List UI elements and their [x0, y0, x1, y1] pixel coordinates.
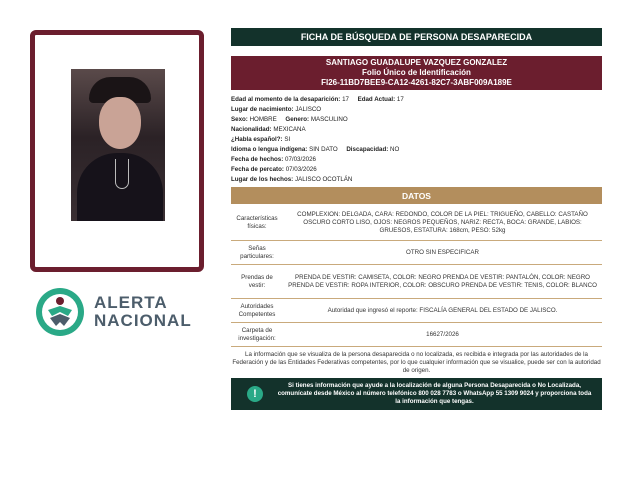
contact-alert-text: Si tienes información que ayude a la localización de alguna Persona Desaparecida o No Localizada, comunícate desde México al número telefónico 800 028 7783 o WhatsApp 55 1309 9024 y proporciona toda la información que tengas. — [277, 382, 592, 405]
table-row — [231, 205, 602, 241]
fecha-hechos: 07/03/2026 — [285, 156, 316, 163]
row-label: Carpeta de investigación: — [238, 326, 276, 342]
idioma: SIN DATO — [309, 146, 338, 153]
exclamation-icon: ! — [247, 386, 263, 402]
table-row — [231, 241, 602, 265]
fecha-percato: 07/03/2026 — [285, 166, 317, 173]
row-label: Señas particulares: — [240, 244, 274, 260]
habla-espanol: SI — [284, 136, 291, 143]
sexo: HOMBRE — [249, 116, 277, 123]
row-label: Prendas de vestir: — [241, 273, 273, 289]
row-value: COMPLEXION: DELGADA, CARA: REDONDO, COLOR DE LA PIEL: TRIGUEÑO, CABELLO: CASTAÑO OSCURO CORTO LISO, OJOS: NEGROS PEQUEÑOS, NARIZ: RECTA, BOCA: GRANDE, LABIOS: GRUESOS, ESTATURA: 168cm, PESO: 52kg — [297, 210, 588, 234]
edad-actual: 17 — [396, 96, 404, 103]
lugar-hechos: JALISCO OCOTLÁN — [294, 176, 353, 183]
disclaimer-note: La información que se visualiza de la persona desaparecida o no localizada, es recibida e integrada por las autoridades de la Federación y de las Entidades Federativas competentes, por lo que cualquier información que se visualice, puede ser con la autoridad de origen. — [232, 351, 601, 374]
row-value: PRENDA DE VESTIR: CAMISETA, COLOR: NEGRO PRENDA DE VESTIR: PANTALÓN, COLOR: NEGRO PRENDA DE VESTIR: ROPA INTERIOR, COLOR: OBSCURO PRENDA DE VESTIR: TENIS, COLOR: BLANCO — [288, 273, 597, 289]
alerta-nacional-logo-icon — [34, 286, 86, 338]
nacionalidad: MEXICANA — [273, 126, 306, 133]
lugar-nacimiento: JALISCO — [295, 106, 322, 113]
person-name-banner — [231, 56, 602, 90]
datos-header: DATOS — [231, 187, 602, 204]
row-value: 16627/2026 — [426, 330, 459, 338]
row-label: Autoridades Competentes — [238, 302, 276, 318]
table-row — [231, 299, 602, 323]
row-value: Autoridad que ingresó el reporte: FISCALÍA GENERAL DEL ESTADO DE JALISCO. — [327, 306, 558, 314]
logo-line-2: NACIONAL — [94, 311, 192, 330]
contact-alert-bar — [231, 378, 602, 410]
photo-frame — [30, 30, 204, 272]
folio-value: FI26-11BD7BEE9-CA12-4261-82C7-3ABF009A189E — [321, 78, 512, 87]
folio-label: Folio Único de Identificación — [362, 68, 471, 77]
logo-line-1: ALERTA — [94, 293, 168, 312]
table-row — [231, 323, 602, 347]
person-name: SANTIAGO GUADALUPE VAZQUEZ GONZALEZ — [325, 58, 508, 67]
person-info: Edad al momento de la desaparición: 17 Edad Actual: 17 Lugar de nacimiento: JALISCO Sexo: HOMBRE Genero: MASCULINO Nacionalidad: MEXICANA ¿Habla español?: SI Idioma o lengua indígena: SIN DATO Discapacidad: NO Fecha de hechos: 07/03/2026 Fecha de percato: 07/03/2026 Lugar de los hechos: JALISCO OCOTLÁN — [231, 96, 404, 183]
row-value: OTRO SIN ESPECIFICAR — [406, 248, 479, 256]
person-photo — [71, 69, 165, 221]
alerta-nacional-logo — [34, 286, 204, 338]
edad-desaparicion: 17 — [342, 96, 349, 103]
page-title: FICHA DE BÚSQUEDA DE PERSONA DESAPARECIDA — [231, 28, 602, 46]
datos-table — [231, 205, 602, 347]
row-label: Características físicas: — [236, 214, 278, 230]
discapacidad: NO — [390, 146, 400, 153]
genero: MASCULINO — [310, 116, 348, 123]
table-row — [231, 265, 602, 299]
